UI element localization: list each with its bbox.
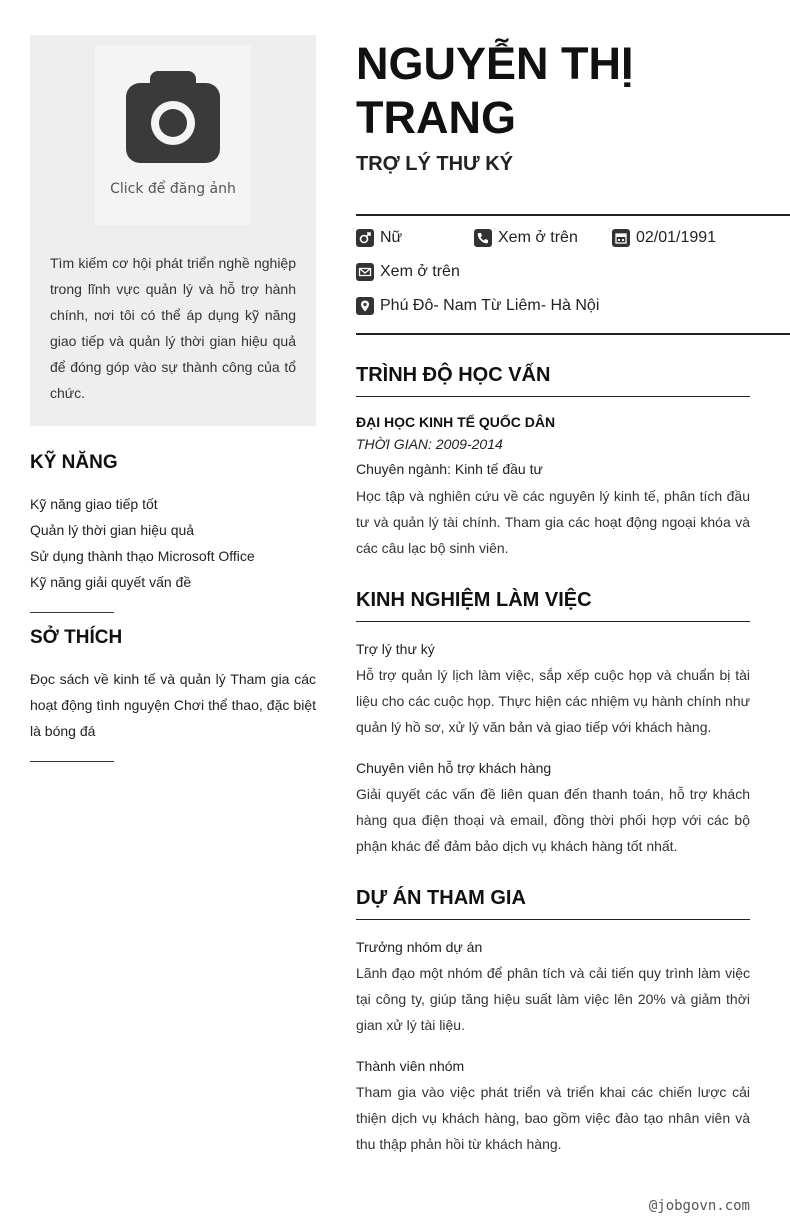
photo-upload[interactable]: [95, 45, 251, 225]
education-major: Chuyên ngành: Kinh tế đầu tư: [356, 461, 543, 477]
education-divider: [356, 396, 750, 397]
education-entry: [356, 411, 750, 561]
profile-box: [30, 35, 316, 426]
calendar-icon: [612, 229, 630, 247]
contact-email: [356, 263, 460, 281]
address-value: Phú Đô- Nam Từ Liêm- Hà Nội: [380, 297, 600, 314]
contact-address: [356, 297, 599, 315]
skill-item: Sử dụng thành thạo Microsoft Office: [30, 548, 255, 564]
camera-icon: [126, 71, 220, 165]
skills-title: KỸ NĂNG: [30, 452, 118, 473]
site-watermark: @jobgovn.com: [648, 1198, 750, 1214]
skill-item: Kỹ năng giải quyết vấn đề: [30, 574, 192, 590]
project-description: Lãnh đạo một nhóm để phân tích và cải tiến quy trình làm việc tại công ty, giúp tăng hiệu suất làm việc lên 20% và giảm thời gian xử lý tài liệu.: [356, 965, 750, 1033]
experience-description: Hỗ trợ quản lý lịch làm việc, sắp xếp cuộc họp và chuẩn bị tài liệu cho các cuộc họp. Thực hiện các nhiệm vụ hành chính như quản lý hồ sơ, xử lý văn bản và giao tiếp với khách hàng.: [356, 667, 750, 735]
hobbies-title: SỞ THÍCH: [30, 627, 123, 648]
contact-birthdate: [612, 229, 716, 247]
left-column: [30, 35, 316, 739]
phone-icon: [474, 229, 492, 247]
project-role: Thành viên nhóm: [356, 1058, 465, 1074]
contact-gender: [356, 229, 402, 247]
education-description: Học tập và nghiên cứu về các nguyên lý kinh tế, phân tích đầu tư và quản lý tài chính. Tham gia các hoạt động ngoại khóa và các câu lạc bộ sinh viên.: [356, 488, 750, 556]
projects-divider: [356, 919, 750, 920]
skills-list: [30, 491, 255, 595]
email-value: Xem ở trên: [380, 263, 460, 280]
experience-divider: [356, 621, 750, 622]
gender-icon: [356, 229, 374, 247]
candidate-name: NGUYỄN THỊ TRANG: [356, 38, 634, 143]
projects-title: DỰ ÁN THAM GIA: [356, 887, 526, 909]
experience-job-title: Chuyên viên hỗ trợ khách hàng: [356, 760, 552, 776]
school-name: ĐẠI HỌC KINH TẾ QUỐC DÂN: [356, 414, 556, 430]
experience-title: KINH NGHIỆM LÀM VIỆC: [356, 589, 592, 611]
contact-phone: [474, 229, 578, 247]
job-title: TRỢ LÝ THƯ KÝ: [356, 153, 513, 175]
contact-top-divider: [356, 214, 790, 216]
location-icon: [356, 297, 374, 315]
experience-entry: [356, 755, 750, 859]
birthdate-value: 02/01/1991: [636, 229, 717, 246]
experience-job-title: Trợ lý thư ký: [356, 641, 435, 657]
skills-divider: [30, 612, 114, 613]
education-time: THỜI GIAN: 2009-2014: [356, 436, 503, 452]
photo-upload-label: Click để đăng ảnh: [110, 181, 236, 197]
career-objective: Tìm kiếm cơ hội phát triển nghề nghiệp trong lĩnh vực quản lý và hỗ trợ hành chính, nơi tôi có thể áp dụng kỹ năng giao tiếp và quản lý thời gian hiệu quả để đóng góp vào sự thành công của tổ chức.: [50, 255, 296, 401]
hobbies-divider: [30, 761, 114, 762]
project-entry: [356, 1053, 750, 1157]
skill-item: Kỹ năng giao tiếp tốt: [30, 496, 158, 512]
experience-description: Giải quyết các vấn đề liên quan đến thanh toán, hỗ trợ khách hàng qua điện thoại và email, đồng thời phối hợp với các bộ phận khác để đảm bảo dịch vụ khách hàng tốt nhất.: [356, 786, 750, 854]
phone-value: Xem ở trên: [498, 229, 578, 246]
education-title: TRÌNH ĐỘ HỌC VẤN: [356, 364, 551, 386]
email-icon: [356, 263, 374, 281]
skill-item: Quản lý thời gian hiệu quả: [30, 522, 195, 538]
project-description: Tham gia vào việc phát triển và triển khai các chiến lược cải thiện dịch vụ khách hàng, bao gồm việc đào tạo nhân viên và thu thập phản hồi từ khách hàng.: [356, 1084, 750, 1152]
project-role: Trưởng nhóm dự án: [356, 939, 483, 955]
experience-entry: [356, 636, 750, 740]
contact-bottom-divider: [356, 333, 790, 335]
project-entry: [356, 934, 750, 1038]
gender-value: Nữ: [380, 229, 403, 246]
hobbies-text: Đọc sách về kinh tế và quản lý Tham gia các hoạt động tình nguyện Chơi thể thao, đặc biệt là bóng đá: [30, 671, 316, 739]
